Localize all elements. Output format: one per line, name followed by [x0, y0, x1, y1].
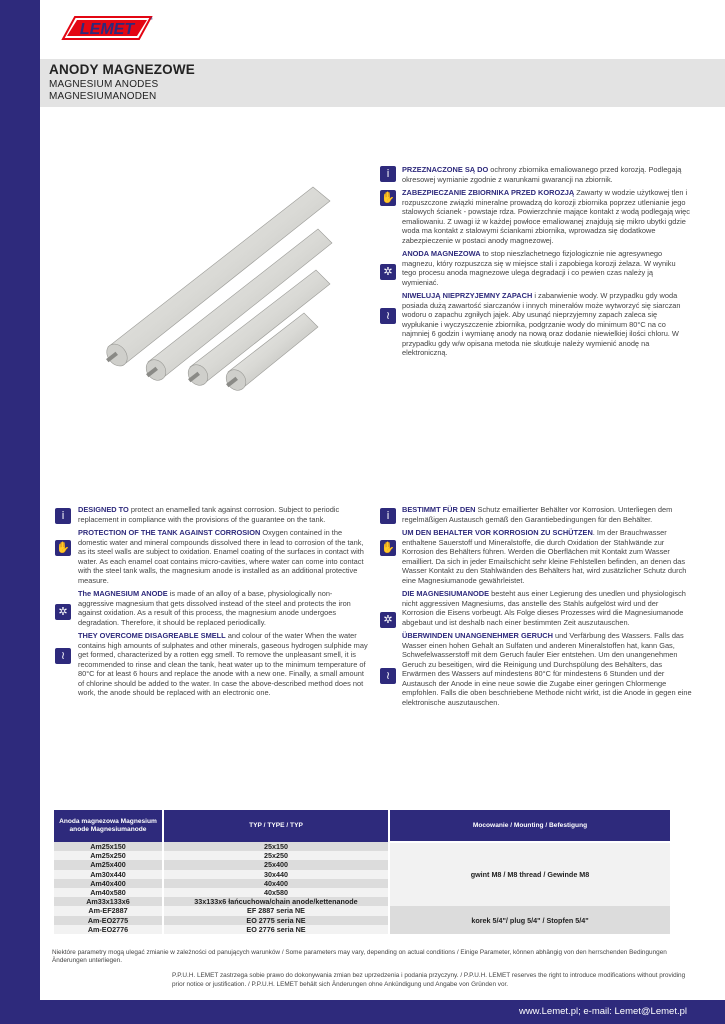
sparkle-icon: ✲: [55, 604, 71, 620]
en-heading-1: DESIGNED TO: [78, 505, 129, 514]
info-icon: i: [380, 166, 396, 182]
cell-model: Am25x250: [53, 851, 163, 860]
rights-note: P.P.U.H. LEMET zastrzega sobie prawo do dokonywania zmian bez uprzedzenia i podania przyczyny. / P.P.U.H. LEMET reserves the right to introduce modifications without providing prior notice or justification. / P.P.U.H. LEMET behält sich Änderungen ohne Ankündigung und Angabe von Gründen vor.: [172, 972, 686, 988]
pl-heading-4: NIWELUJĄ NIEPRZYJEMNY ZAPACH: [402, 291, 533, 300]
cell-model: Am-EO2776: [53, 925, 163, 934]
en-body-1: protect an enamelled tank against corrosion. Subject to periodic replacement in compliance with the provisions of the guarantee on the tank.: [78, 505, 340, 524]
col-header-anode: Anoda magnezowa Magnesium anode Magnesiumanode: [53, 810, 163, 842]
sparkle-icon: ✲: [380, 612, 396, 628]
de-body-3: besteht aus einer Legierung des unedlen und physiologisch nicht aggressiven Magnesiums, das anstelle des Stahls aufgelöst wird und der Korrosion die Eisens vorbeugt. Als Folge dieses Prozesses wird die Magnesiumanode abgebaut und ist deshalb nach einer bestimmten Zeit auszutauschen.: [402, 589, 686, 627]
cell-type: 25x150: [163, 842, 389, 851]
info-icon: i: [380, 508, 396, 524]
de-heading-4: ÜBERWINDEN UNANGENEHMER GERUCH: [402, 631, 553, 640]
pl-body-4: i zabarwienie wody. W przypadku gdy woda posiada dużą zawartość siarczanów i innych minerałów może wytworzyć się siarczan wodoru o zapachu zgniłych jajek. Aby usunąć nieprzyjemny zapach zaleca się wypłukanie i wyczyszczenie zbiornika, podgrzanie wody do minimum 80°C na co najmniej 6 godzin i wymianę anody na nową oraz dodanie niewielkiej ilości chloru. W przypadku gdy w/w opisana metoda nie skutkuje należy wymienić anodę na elektroniczną.: [402, 291, 681, 357]
cell-model: Am25x400: [53, 860, 163, 869]
en-heading-2: PROTECTION OF THE TANK AGAINST CORROSION: [78, 528, 261, 537]
lemet-logo: [61, 14, 153, 42]
pl-text-block: [402, 165, 690, 361]
en-heading-4: THEY OVERCOME DISAGREABLE SMELL: [78, 631, 226, 640]
table-header-row: [53, 810, 670, 842]
left-sidebar-bar: [0, 0, 40, 1024]
table-row: [53, 906, 670, 915]
pl-heading-2: ZABEZPIECZANIE ZBIORNIKA PRZED KOROZJĄ: [402, 188, 575, 197]
pl-heading-1: PRZEZNACZONE SĄ DO: [402, 165, 489, 174]
parameters-note: Niektóre parametry mogą ulegać zmianie w zależności od panujących warunków / Some parameters may vary, depending on actual conditions / Einige Parameter, können abhängig von den herrschenden Bedingungen Änderungen unterliegen.: [52, 949, 667, 965]
pl-body-1: ochrony zbiornika emaliowanego przed korozją. Podlegają okresowej wymianie zgodnie z warunkami gwarancji na zbiornik.: [402, 165, 682, 184]
subtitle-de: MAGNESIUMANODEN: [49, 91, 157, 102]
svg-text:®: ®: [150, 16, 153, 21]
cell-type: EO 2775 seria NE: [163, 916, 389, 925]
cell-type: 40x400: [163, 879, 389, 888]
odor-icon: ≀: [380, 668, 396, 684]
svg-text:LEMET: LEMET: [79, 21, 135, 38]
de-heading-3: DIE MAGNESIUMANODE: [402, 589, 490, 598]
en-text-block: [78, 505, 368, 701]
cell-model: Am-EF2887: [53, 906, 163, 915]
cell-model: Am-EO2775: [53, 916, 163, 925]
info-icon: i: [55, 508, 71, 524]
cell-type: EF 2887 seria NE: [163, 906, 389, 915]
col-header-mounting: Mocowanie / Mounting / Befestigung: [389, 810, 670, 842]
shield-hand-icon: ✋: [381, 541, 395, 554]
cell-type: 30x440: [163, 870, 389, 879]
footer-bar: [40, 1000, 725, 1024]
cell-mounting-plug: korek 5/4"/ plug 5/4" / Stopfen 5/4": [389, 906, 670, 934]
col-header-type: TYP / TYPE / TYP: [163, 810, 389, 842]
cell-model: Am25x150: [53, 842, 163, 851]
de-body-2: . Im der Brauchwasser enthaltene Sauerstoff und Mineralstoffe, die durch Oxidation der Stahlwände zur Korrosion des Behälters führen. Werden die Oberflächen mit Kontakt zum Wasser emailliert. Da sich in jeder Emailschicht sehr kleine Fehlstellen befinden, an denen das Wasser Kontakt zu den Stahlwänden des Behälters hat, wird zusätzlicher Schutz durch eine Magnesiumanode gewährleistet.: [402, 528, 687, 585]
table-row: [53, 842, 670, 851]
footer-contact: www.Lemet.pl; e-mail: Lemet@Lemet.pl: [518, 1006, 687, 1017]
cell-type: 25x250: [163, 851, 389, 860]
de-heading-1: BESTIMMT FÜR DEN: [402, 505, 476, 514]
de-body-4: und Verfärbung des Wassers. Falls das Wasser einen hohen Gehalt an Sulfaten und anderen Mineralstoffen hat, kann Gas, Schwefelwasserstoff mit dem Geruch fauler Eier entstehen. Um den unangenehmen Geruch zu beseitigen, wird die Reinigung und Durchspülung des Behälters, das Erwärmen des Wassers auf mindestens 80°C für mindestens 6 Stunden und der Austausch der Anode in eine neue sowie die Zugabe einer geringen Chlormenge empfohlen. Falls die oben beschriebene Methode nicht wirkt, ist die Anode in gegen eine elektronische auszutauschen.: [402, 631, 692, 707]
cell-mounting-thread: gwint M8 / M8 thread / Gewinde M8: [389, 842, 670, 906]
cell-model: Am40x400: [53, 879, 163, 888]
pl-heading-3: ANODA MAGNEZOWA: [402, 249, 481, 258]
cell-type: 40x580: [163, 888, 389, 897]
sparkle-icon: ✲: [380, 264, 396, 280]
de-body-1: Schutz emaillierter Behälter vor Korrosion. Unterliegen dem regelmäßigen Austausch gemäß den Garantiebedingungen für den Behälter.: [402, 505, 673, 524]
spec-table: [52, 810, 670, 934]
magnesium-anodes-photo: [98, 167, 338, 397]
cell-type: 25x400: [163, 860, 389, 869]
en-body-4: and colour of the water When the water contains high amounts of sulphates and other minerals, gaseous hydrogen sulphide may get formed, characterized by a rotten egg smell. To remove the unpleasant smell, it is recommended to rinse and clean the tank, heat water up to the minimum temperature of 80°C for at least 6 hours and replace the anode with a new one. Finally, a small amount of chlorine should be added to the water. In case the above-described method does not work, the anode should be replaced with an electronic one.: [78, 631, 368, 697]
cell-type: EO 2776 seria NE: [163, 925, 389, 934]
en-body-2: Oxygen contained in the domestic water and mineral compounds dissolved there in lead to corrosion of the tank, as its steel walls are subject to oxidation. Enamel coating of the surfaces in contact with water. As each enamel coat contains micro-cavities, where water can come into contact with the steel tank walls, the magnesium anode is installed as an additional protective measure.: [78, 528, 364, 585]
page-title: ANODY MAGNEZOWE: [49, 62, 196, 77]
pl-body-2: Zawarty w wodzie użytkowej tlen i rozpuszczone związki mineralne prowadzą do korozji zbiornika poprzez utlenianie jego stalowych ścianek - powstaje rdza. Powierzchnie mające kontakt z wodą podlegają więc emaliowaniu. Z uwagi iż w każdej powłoce emaliowanej znajdują się mikro ubytki gdzie woda ma kontakt z stalowymi ściankami zbiornika, wprowadza się dodatkowe zabezpieczenie w postaci anody magnezowej.: [402, 188, 690, 245]
en-body-3: is made of an alloy of a base, physiologically non-aggressive magnesium that gets dissolved instead of the steel and protects the iron against oxidation. As a result of this process, the magnesium anode undergoes degradation. Therefore, it should be replaced periodically.: [78, 589, 351, 627]
cell-model: Am30x440: [53, 870, 163, 879]
odor-icon: ≀: [55, 648, 71, 664]
shield-hand-icon: ✋: [56, 541, 70, 554]
shield-hand-icon: ✋: [381, 191, 395, 204]
odor-icon: ≀: [380, 308, 396, 324]
de-text-block: [402, 505, 692, 710]
cell-type: 33x133x6 łańcuchowa/chain anode/kettenanode: [163, 897, 389, 906]
cell-model: Am33x133x6: [53, 897, 163, 906]
subtitle-en: MAGNESIUM ANODES: [49, 79, 159, 90]
cell-model: Am40x580: [53, 888, 163, 897]
en-heading-3: The MAGNESIUM ANODE: [78, 589, 168, 598]
de-heading-2: UM DEN BEHALTER VOR KORROSION ZU SCHÜTZEN: [402, 528, 593, 537]
pl-body-3: to stop nieszlachetnego fizjologicznie nie agresywnego magnezu, który rozpuszcza się w miejsce stali i zapobiega korozji żelaza. W wyniku tego procesu anoda magnezowe ulega degradacji i co pewien czas należy ją wymieniać.: [402, 249, 676, 287]
